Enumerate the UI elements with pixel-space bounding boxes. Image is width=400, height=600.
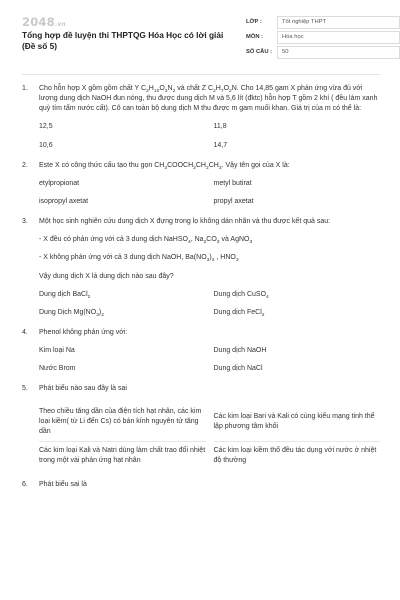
question-item [22, 328, 380, 374]
question-subline: - X không phản ứng với cả 3 dung dịch NaOH, $Ba(NO_3)_2$ , $HNO_3$ [39, 254, 239, 264]
question-subline: Vậy dung dịch X là dung dịch nào sau đây? [39, 272, 174, 280]
question-item [22, 480, 380, 490]
meta-label: LỚP : [246, 19, 262, 26]
question-text: Cho hỗn hợp X gồm gồm chất Y $C_2H_{10}O_3N_2$ và chất Z $C_2H_7O_2N$. Cho 14,85 gam X phản ứng vừa đủ với lượng dung dịch NaOH đun nóng, thu được dung dịch M và 5,6 lít (đktc) hỗn hợp T gồm 2 khí ( đều làm xanh quỳ tím tẩm nước cất). Cô can toàn bộ dung dịch M thu được m gam muối khan. Giá trị của m có thể là: [39, 85, 378, 113]
answer-option[interactable]: Các kim loại kiềm thổ đều tác dụng với nước ở nhiệt độ thường [214, 441, 381, 470]
question-number: 6. [22, 481, 28, 489]
meta-value: 50 [277, 46, 400, 59]
logo-text: 2048 [22, 15, 55, 29]
question-subline: - X đều có phản ứng với cả 3 dung dịch NaHSO$_4$, $Na_2CO_3$ và AgNO$_3$ [39, 236, 253, 246]
meta-row [246, 16, 400, 29]
answer-option[interactable]: propyl axetat [213, 197, 254, 205]
answer-options [39, 122, 380, 150]
answer-option[interactable]: Dung dịch CuSO$_4$ [213, 290, 269, 300]
meta-label: SỐ CÂU : [246, 49, 273, 56]
question-item [22, 84, 380, 151]
question-item [22, 161, 380, 207]
answer-option[interactable]: isopropyl axetat [39, 197, 89, 205]
answer-option[interactable]: Các kim loại Bari và Kali có cùng kiểu mạng tinh thể lập phương tâm khối [213, 412, 375, 430]
answer-option[interactable]: Dung dịch FeCl$_2$ [213, 308, 265, 318]
question-item [22, 384, 380, 470]
question-text: Phát biểu sai là [39, 481, 87, 489]
answer-option[interactable]: 14,7 [213, 141, 228, 149]
exam-meta [246, 16, 400, 61]
answer-options [39, 179, 380, 207]
answer-option[interactable]: 12,5 [39, 123, 53, 131]
answer-options [39, 290, 380, 318]
page-header [22, 14, 380, 72]
answer-option[interactable]: Các kim loại Kali và Natri dùng làm chất trao đổi nhiệt trong một vài phản ứng hạt nhân [39, 441, 206, 470]
answer-option[interactable]: Theo chiều tăng dần của điện tích hạt nhân, các kim loại kiềm( từ Li đến Cs) có bán kính nguyên tử tăng dần [39, 407, 202, 435]
answer-option[interactable]: 10,6 [39, 141, 53, 149]
question-number: 3. [22, 218, 28, 226]
question-text: Một học sinh nghiên cứu dung dịch X đựng trong lọ không dán nhãn và thu được kết quả sau: [39, 218, 331, 226]
answer-option[interactable]: Dung dịch NaOH [213, 347, 267, 355]
meta-row [246, 31, 400, 44]
question-text: Phát biểu nào sau đây là sai [39, 385, 127, 393]
answer-option[interactable]: Kim loại Na [39, 347, 75, 355]
answer-options [39, 403, 380, 471]
answer-option[interactable]: Dung dịch BaCl$_2$ [39, 290, 91, 300]
exam-title: Tổng hợp đề luyện thi THPTQG Hóa Học có lời giải (Đề số 5) [22, 30, 224, 51]
question-number: 2. [22, 161, 28, 169]
question-number: 4. [22, 328, 28, 336]
logo-suffix: .vn [54, 21, 66, 28]
header-divider [22, 74, 380, 75]
answer-option[interactable]: Dung Dịch $Mg(NO_3)_2$ [39, 308, 104, 318]
answer-options [39, 346, 380, 374]
question-number: 1. [22, 85, 28, 92]
question-number: 5. [22, 385, 28, 393]
question-text: Este X có công thức cấu tạo thu gọn $CH_3COOCH_2CH_2CH_3$. Vậy tên gọi của X là: [39, 161, 290, 171]
answer-option[interactable]: metyl butirat [213, 179, 252, 187]
meta-row [246, 46, 400, 59]
answer-option[interactable]: 11,8 [213, 123, 227, 131]
question-list [22, 84, 380, 490]
meta-value: Tốt nghiệp THPT [277, 16, 400, 29]
answer-option[interactable]: Dung dịch NaCl [213, 365, 263, 373]
answer-option[interactable]: etylpropionat [39, 179, 80, 187]
meta-value: Hóa học [277, 31, 400, 44]
question-text: Phenol không phản ứng với: [39, 328, 128, 336]
answer-option[interactable]: Nước Brom [39, 365, 76, 373]
meta-label: MÔN : [246, 34, 264, 41]
question-item [22, 217, 380, 318]
